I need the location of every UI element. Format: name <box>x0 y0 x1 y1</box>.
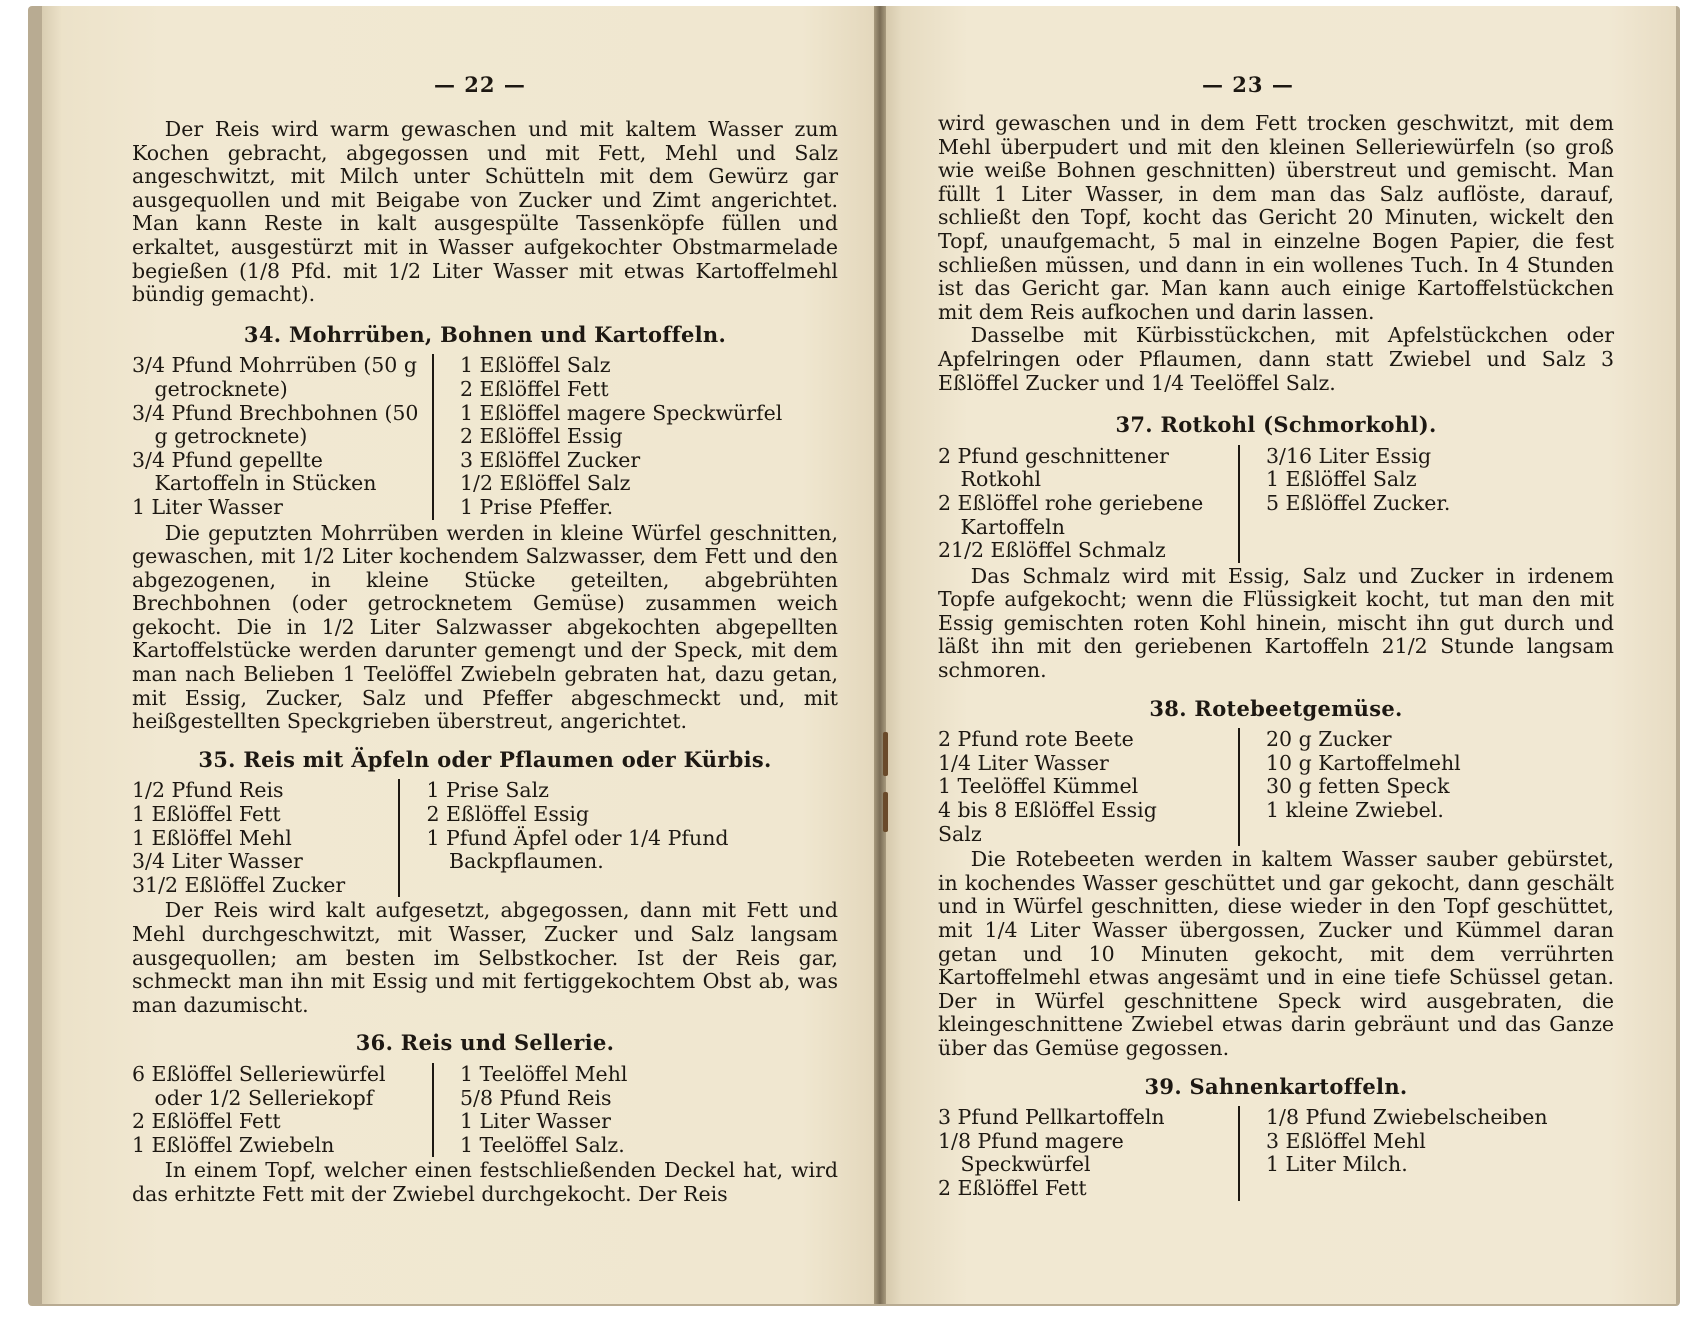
ingredient-column-left <box>132 779 400 897</box>
ingredient: 1/2 Pfund Reis <box>132 778 284 803</box>
recipe-33-continuation: Der Reis wird warm gewaschen und mit kaltem Wasser zum Kochen gebracht, abgegossen und mit Fett, Mehl und Salz angeschwitzt, mit Milch unter Schütteln mit dem Gewürz gar ausgequollen und mit Beigabe von Zucker und Zimt angerichtet. Man kann Reste in kalt ausgespülte Tassenköpfe füllen und erkaltet, ausgestürzt mit in Wasser aufgekochter Obstmarmelade begießen (1/8 Pfd. mit 1/2 Liter Wasser mit etwas Kartoffelmehl bündig gemacht). <box>132 117 838 307</box>
ingredient: 4 bis 8 Eßlöffel Essig <box>938 798 1157 823</box>
recipe-37-ingredients <box>938 445 1614 563</box>
right-page-text <box>938 112 1614 1203</box>
ingredient-column-right <box>1240 445 1450 563</box>
recipe-39-title: 39. Sahnenkartoffeln. <box>1144 1073 1408 1099</box>
ingredient: 3/16 Liter Essig <box>1266 443 1432 468</box>
ingredient-column-right <box>1240 728 1461 846</box>
ingredient: 3 Pfund Pellkartoffeln <box>938 1105 1165 1130</box>
book-gutter <box>874 6 886 1304</box>
ingredient: 5/8 Pfund Reis <box>460 1085 612 1110</box>
ingredient: 1 Eßlöffel magere Speckwürfel <box>460 400 783 425</box>
ingredient-column-right <box>434 354 782 519</box>
ingredient: 1 Pfund Äpfel oder 1/4 Pfund Backpflaumen. <box>426 825 729 874</box>
recipe-37-title: 37. Rotkohl (Schmorkohl). <box>1115 412 1437 438</box>
left-page-text <box>132 118 838 1207</box>
ingredient: 3/4 Pfund Brechbohnen (50 g getrocknete) <box>132 400 419 449</box>
ingredient: 30 g fetten Speck <box>1266 774 1450 799</box>
ingredient-column-left <box>938 728 1240 846</box>
recipe-34-instructions: Die geputzten Mohrrüben werden in kleine Würfel geschnitten, gewaschen, mit 1/2 Liter kochendem Salzwasser, dem Fett und den abgezogenen, in kleine Stücke geteilten, abgebrühten Brechbohnen (oder getrocknetem Gemüse) zusammen weich gekocht. Die in 1/2 Liter Salzwasser abgekochten abgepellten Kartoffelstücke werden darunter gemengt und der Speck, mit dem man nach Belieben 1 Teelöffel Zwiebeln gebraten hat, dazu getan, mit Essig, Zucker, Salz und Pfeffer abgeschmeckt und, mit heißgestellten Speckgrieben überstreut, angerichtet. <box>132 520 838 734</box>
ingredient: 2 Eßlöffel Essig <box>460 424 623 449</box>
ingredient: 1 Teelöffel Salz. <box>460 1132 625 1157</box>
ingredient: 1 Liter Wasser <box>460 1109 611 1134</box>
ingredient: 2 Pfund rote Beete <box>938 727 1134 752</box>
ingredient: 3/4 Pfund gepellte Kartoffeln in Stücken <box>132 447 377 496</box>
ingredient-column-right <box>1240 1106 1548 1200</box>
recipe-38-instructions: Die Rotebeeten werden in kaltem Wasser sauber gebürstet, in kochendes Wasser geschüttet und gar gekocht, dann geschält und in Würfel geschnitten, diese wieder in den Topf geschüttet, mit 1/4 Liter Wasser übergossen, Zucker und Kümmel daran getan und 10 Minuten gekocht, mit dem verrührten Kartoffelmehl etwas angesämt und in eine tiefe Schüssel getan. Der in Würfel geschnittene Speck wird ausgebraten, die kleingeschnittene Zwiebel etwas darin gebräunt und das Ganze über das Gemüse gegossen. <box>938 847 1614 1060</box>
open-book <box>28 6 1680 1306</box>
ingredient: 1 Teelöffel Mehl <box>460 1061 628 1086</box>
ingredient-column-left <box>132 1063 434 1157</box>
ingredient: 1 Eßlöffel Salz <box>1266 467 1417 492</box>
ingredient-column-right <box>400 779 838 897</box>
ingredient: 3/4 Liter Wasser <box>132 849 303 874</box>
ingredient: 1 Eßlöffel Fett <box>132 802 281 827</box>
recipe-38-title: 38. Rotebeetgemüse. <box>1149 695 1403 721</box>
recipe-37-instructions: Das Schmalz wird mit Essig, Salz und Zucker in irdenem Topfe aufgekocht; wenn die Flüssigkeit kocht, tut man den mit Essig gemischten roten Kohl hinein, mischt ihn gut durch und läßt ihn mit den geriebenen Kartoffeln 21/2 Stunde langsam schmoren. <box>938 563 1614 683</box>
ingredient: 1 Liter Wasser <box>132 494 283 519</box>
recipe-36-continuation: wird gewaschen und in dem Fett trocken geschwitzt, mit dem Mehl überpudert und mit den kleinen Selleriewürfeln (so groß wie weiße Bohnen geschnitten) überstreut und gemischt. Man füllt 1 Liter Wasser, in dem man das Salz auflöste, darauf, schließt den Topf, kocht das Gericht 20 Minuten, wickelt den Topf, unaufgemacht, 5 mal in einzelne Bogen Papier, die fest schließen müssen, und dann in ein wollenes Tuch. In 4 Stunden ist das Gericht gar. Man kann auch einige Kartoffelstückchen mit dem Reis aufkochen und darin lassen. <box>938 111 1614 324</box>
binding-stain <box>883 792 888 832</box>
page-22 <box>42 6 890 1304</box>
recipe-36-instructions: In einem Topf, welcher einen festschließenden Deckel hat, wird das erhitzte Fett mit der Zwiebel durchgekocht. Der Reis <box>132 1158 838 1206</box>
ingredient-column-left <box>938 445 1240 563</box>
ingredient: 31/2 Eßlöffel Zucker <box>132 872 346 897</box>
ingredient: 10 g Kartoffelmehl <box>1266 750 1461 775</box>
ingredient: 2 Eßlöffel Fett <box>132 1109 281 1134</box>
recipe-35-instructions: Der Reis wird kalt aufgesetzt, abgegossen, dann mit Fett und Mehl durchgeschwitzt, mit Wasser, Zucker und Salz langsam ausgequollen; am besten im Selbstkocher. Ist der Reis gar, schmeckt man ihn mit Essig und mit fertiggekochtem Obst ab, was man dazumischt. <box>132 898 838 1017</box>
ingredient: 1 Prise Salz <box>426 778 549 803</box>
ingredient: 3/4 Pfund Mohrrüben (50 g getrocknete) <box>132 353 417 401</box>
ingredient: 3 Eßlöffel Mehl <box>1266 1128 1426 1153</box>
recipe-35-title: 35. Reis mit Äpfeln oder Pflaumen oder Kürbis. <box>198 746 772 772</box>
ingredient: 6 Eßlöffel Selleriewürfel oder 1/2 Selleriekopf <box>132 1061 386 1110</box>
ingredient: 2 Eßlöffel rohe geriebene Kartoffeln <box>938 490 1204 539</box>
ingredient: 20 g Zucker <box>1266 727 1392 752</box>
binding-stain <box>883 732 888 776</box>
ingredient: 2 Eßlöffel Fett <box>938 1175 1087 1200</box>
ingredient: 1/2 Eßlöffel Salz <box>460 471 631 496</box>
ingredient: 2 Eßlöffel Essig <box>426 802 590 827</box>
ingredient: 1/4 Liter Wasser <box>938 750 1109 775</box>
recipe-38-ingredients <box>938 728 1614 846</box>
ingredient: 2 Pfund geschnittener Rotkohl <box>938 443 1169 492</box>
ingredient: 3 Eßlöffel Zucker <box>460 447 641 472</box>
ingredient-column-left <box>938 1106 1240 1200</box>
recipe-36-variation: Dasselbe mit Kürbisstückchen, mit Apfelstückchen oder Apfelringen oder Pflaumen, dann statt Zwiebel und Salz 3 Eßlöffel Zucker und 1/4 Teelöffel Salz. <box>938 323 1614 395</box>
ingredient: 1/8 Pfund Zwiebelscheiben <box>1266 1105 1548 1130</box>
page-number: — 22 — <box>434 72 526 97</box>
ingredient: 1 Teelöffel Kümmel <box>938 774 1139 799</box>
ingredient: 1 Prise Pfeffer. <box>460 494 614 519</box>
recipe-34-ingredients <box>132 354 838 519</box>
recipe-36-ingredients <box>132 1063 838 1157</box>
page-number: — 23 — <box>1202 72 1294 97</box>
ingredient-column-left <box>132 354 434 519</box>
ingredient: 1/8 Pfund magere Speckwürfel <box>938 1128 1124 1177</box>
recipe-36-title: 36. Reis und Sellerie. <box>355 1030 615 1056</box>
ingredient: 21/2 Eßlöffel Schmalz <box>938 538 1166 563</box>
ingredient: 1 kleine Zwiebel. <box>1266 798 1444 823</box>
ingredient: 2 Eßlöffel Fett <box>460 376 609 401</box>
page-23 <box>878 6 1676 1304</box>
ingredient-column-right <box>434 1063 627 1157</box>
ingredient: 1 Eßlöffel Zwiebeln <box>132 1132 335 1157</box>
recipe-34-title: 34. Mohrrüben, Bohnen und Kartoffeln. <box>243 321 727 347</box>
ingredient: Salz <box>938 821 982 846</box>
ingredient: 1 Eßlöffel Salz <box>460 353 611 378</box>
recipe-35-ingredients <box>132 779 838 897</box>
ingredient: 1 Liter Milch. <box>1266 1152 1408 1177</box>
ingredient: 1 Eßlöffel Mehl <box>132 825 292 850</box>
recipe-39-ingredients <box>938 1106 1614 1200</box>
ingredient: 5 Eßlöffel Zucker. <box>1266 490 1451 515</box>
